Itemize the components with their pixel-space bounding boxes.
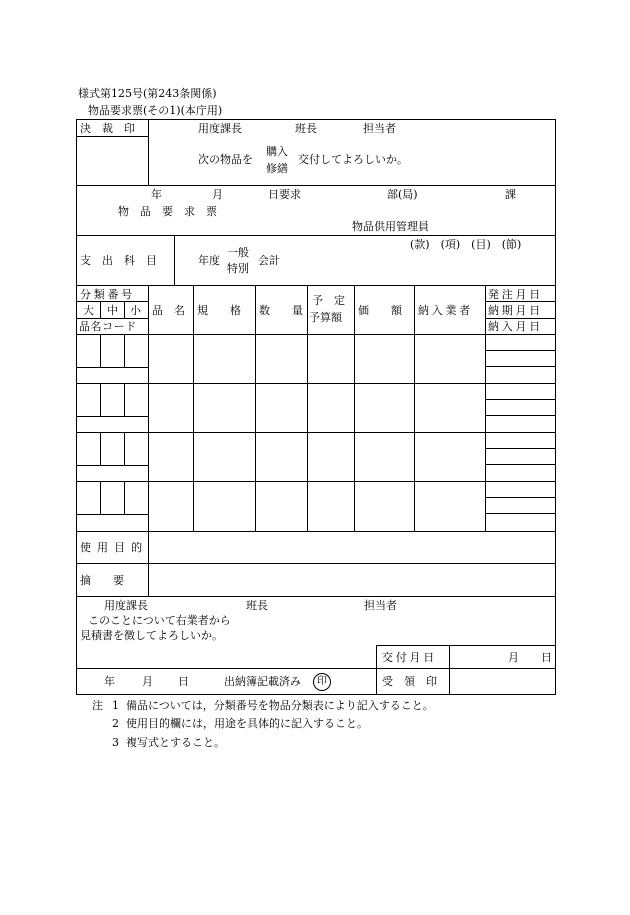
delivery-deadline-header: 納期月日: [488, 304, 543, 317]
req-department: 部(局): [387, 188, 418, 201]
form-number: 様式第125号(第243条関係): [78, 87, 217, 100]
req-month: 月: [212, 188, 223, 201]
delivery-date-label: 交付月日: [382, 651, 437, 664]
delivery-date-header: 納入月日: [488, 320, 543, 333]
class-number-label: 分類番号: [80, 288, 135, 301]
order-date-header: 発注月日: [488, 288, 543, 301]
notes-label: 注: [92, 699, 103, 712]
req-section: 課: [505, 188, 516, 201]
ledger-day: 日: [178, 675, 189, 688]
price-header: 価 額: [358, 304, 402, 317]
item-name-header: 品 名: [152, 304, 185, 317]
ledger-month: 月: [142, 675, 153, 688]
note-2-text: 使用目的欄には，用途を具体的に記入すること。: [126, 717, 368, 730]
delivery-day: 日: [541, 651, 552, 664]
option-repair: 修繕: [266, 162, 288, 175]
est-line-1: このことについて右業者から: [88, 614, 231, 627]
est-line-2: 見積書を徴してよろしいか。: [80, 629, 223, 642]
req-year: 年: [151, 188, 162, 201]
form-title: 物品要求票(その1)(本庁用): [88, 104, 223, 117]
note-3-num: 3: [112, 736, 119, 749]
approval-seal-label: 決 裁 印: [80, 122, 135, 135]
budget-general: 一般: [227, 246, 249, 259]
purpose-label: 使用目的: [80, 541, 149, 554]
ledger-seal-mark: 印: [313, 673, 331, 691]
note-2-num: 2: [112, 717, 119, 730]
class-small-label: 小: [130, 304, 141, 317]
est-staff: 担当者: [364, 599, 397, 612]
note-1-num: 1: [112, 699, 119, 712]
spec-header: 規 格: [197, 304, 241, 317]
option-purchase: 購入: [266, 145, 288, 158]
req-manager: 物品供用管理員: [352, 220, 429, 233]
est-section-chief: 用度課長: [104, 599, 148, 612]
note-3-text: 複写式とすること。: [126, 736, 225, 749]
note-1-text: 備品については，分類番号を物品分類表により記入すること。: [126, 699, 434, 712]
budget-sections: (款) (項) (目) (節): [410, 238, 522, 251]
budget-account: 会計: [258, 254, 280, 267]
section-chief-label: 用度課長: [198, 122, 242, 135]
group-chief-label: 班長: [295, 122, 317, 135]
ledger-year: 年: [104, 675, 115, 688]
request-suffix: 交付してよろしいか。: [298, 153, 408, 166]
ledger-label: 出納簿記載済み: [224, 675, 301, 688]
budget-label: 支 出 科 目: [80, 254, 157, 267]
supplier-header: 納入業者: [418, 304, 473, 317]
receipt-seal-label: 受 領 印: [382, 675, 437, 688]
request-prefix: 次の物品を: [198, 153, 253, 166]
class-medium-label: 中: [107, 304, 118, 317]
remarks-label: 摘 要: [80, 574, 124, 587]
delivery-month: 月: [508, 651, 519, 664]
item-code-label: 品名コード: [79, 320, 137, 333]
staff-label: 担当者: [363, 122, 396, 135]
class-large-label: 大: [83, 304, 94, 317]
req-day: 日要求: [268, 188, 301, 201]
budget-special: 特別: [227, 262, 249, 275]
est-group-chief: 班長: [246, 599, 268, 612]
budget-fiscal-year: 年度: [198, 254, 220, 267]
req-doc-title: 物 品 要 求 票: [118, 205, 217, 218]
quantity-header: 数 量: [259, 304, 303, 317]
planned-header: 予 定: [312, 294, 345, 307]
budget-amount-header: 予算額: [309, 311, 342, 324]
